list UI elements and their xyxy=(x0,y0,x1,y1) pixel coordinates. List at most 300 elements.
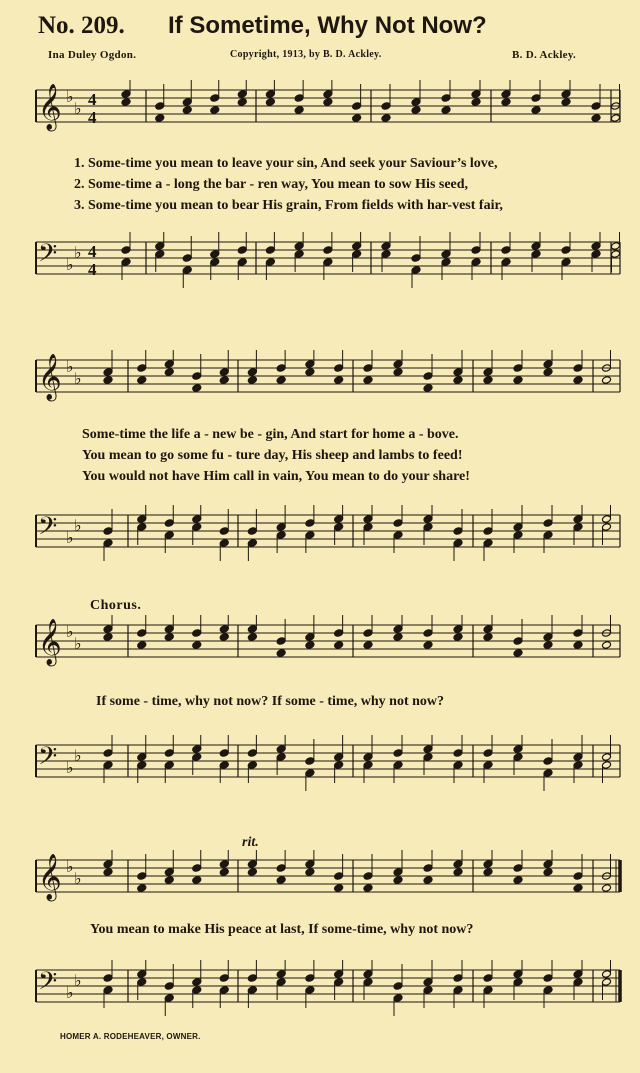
note-head xyxy=(247,368,257,377)
ritardando-mark: rit. xyxy=(242,835,259,850)
note-head xyxy=(611,114,621,123)
note-head xyxy=(483,527,493,536)
note-head xyxy=(219,625,229,634)
note-head xyxy=(103,633,113,642)
flat-icon: ♭ xyxy=(74,634,82,653)
note-head xyxy=(247,633,257,642)
note-head xyxy=(219,376,229,385)
note-head xyxy=(513,364,523,373)
title-row xyxy=(38,12,618,42)
note-head xyxy=(182,98,192,107)
note-head xyxy=(441,258,451,267)
bass-staff-system-2 xyxy=(0,505,640,565)
flat-icon: ♭ xyxy=(74,516,82,535)
note-head xyxy=(453,860,463,869)
note-head xyxy=(441,94,451,103)
note-head xyxy=(543,769,553,778)
note-head xyxy=(276,876,286,885)
note-head xyxy=(334,872,344,881)
treble-clef-icon: 𝄞 xyxy=(38,354,62,400)
note-head xyxy=(573,376,583,385)
note-head xyxy=(393,368,403,377)
note-head xyxy=(453,761,463,770)
flat-icon: ♭ xyxy=(66,357,74,376)
note-head xyxy=(423,629,433,638)
note-head xyxy=(247,749,257,758)
note-head xyxy=(334,884,344,893)
treble-clef-icon: 𝄞 xyxy=(38,619,62,665)
note-head xyxy=(305,641,315,650)
note-head xyxy=(453,986,463,995)
note-head xyxy=(210,250,220,259)
note-head xyxy=(237,98,247,107)
note-head xyxy=(423,515,433,524)
note-head xyxy=(543,974,553,983)
note-head xyxy=(363,523,373,532)
note-head xyxy=(573,641,583,650)
note-head xyxy=(602,978,612,987)
note-head xyxy=(513,523,523,532)
treble-clef-icon: 𝄞 xyxy=(38,854,62,900)
note-head xyxy=(192,523,202,532)
bass-staff-system-4 xyxy=(0,960,640,1022)
note-head xyxy=(363,753,373,762)
chorus-line-1: If some - time, why not now? If some - time, why not now? xyxy=(96,694,445,709)
note-head xyxy=(305,368,315,377)
note-head xyxy=(103,749,113,758)
note-head xyxy=(192,753,202,762)
note-head xyxy=(591,242,601,251)
note-head xyxy=(561,246,571,255)
note-head xyxy=(137,970,147,979)
note-head xyxy=(164,519,174,528)
note-head xyxy=(219,633,229,642)
note-head xyxy=(352,250,362,259)
note-head xyxy=(453,376,463,385)
note-head xyxy=(543,641,553,650)
note-head xyxy=(543,633,553,642)
note-head xyxy=(103,527,113,536)
note-head xyxy=(483,986,493,995)
note-head xyxy=(137,376,147,385)
note-head xyxy=(513,978,523,987)
note-head xyxy=(210,258,220,267)
note-head xyxy=(276,864,286,873)
note-head xyxy=(513,637,523,646)
note-head xyxy=(483,868,493,877)
note-head xyxy=(363,364,373,373)
note-head xyxy=(393,749,403,758)
note-head xyxy=(164,761,174,770)
note-head xyxy=(501,246,511,255)
note-head xyxy=(334,970,344,979)
refrain-line-3: You would not have Him call in vain, You mean to do your share! xyxy=(82,469,470,484)
note-head xyxy=(155,114,165,123)
note-head xyxy=(192,864,202,873)
note-head xyxy=(164,368,174,377)
note-head xyxy=(453,527,463,536)
note-head xyxy=(352,114,362,123)
note-head xyxy=(543,986,553,995)
note-head xyxy=(363,872,373,881)
note-head xyxy=(363,970,373,979)
flat-icon: ♭ xyxy=(74,369,82,388)
note-head xyxy=(483,633,493,642)
note-head xyxy=(265,90,275,99)
note-head xyxy=(103,761,113,770)
note-head xyxy=(423,384,433,393)
note-head xyxy=(363,641,373,650)
time-signature-top: 4 xyxy=(88,242,97,261)
note-head xyxy=(393,531,403,540)
note-head xyxy=(121,246,131,255)
note-head xyxy=(305,360,315,369)
note-head xyxy=(334,523,344,532)
note-head xyxy=(453,633,463,642)
note-head xyxy=(137,629,147,638)
note-head xyxy=(210,106,220,115)
note-head xyxy=(483,539,493,548)
treble-staff-system-1 xyxy=(0,80,640,140)
note-head xyxy=(453,539,463,548)
note-head xyxy=(103,625,113,634)
note-head xyxy=(363,629,373,638)
note-head xyxy=(219,761,229,770)
note-head xyxy=(164,625,174,634)
bass-clef-icon: 𝄢 xyxy=(38,239,58,274)
note-head xyxy=(137,523,147,532)
note-head xyxy=(513,376,523,385)
note-head xyxy=(103,986,113,995)
note-head xyxy=(155,102,165,111)
note-head xyxy=(543,860,553,869)
note-head xyxy=(513,864,523,873)
note-head xyxy=(305,519,315,528)
note-head xyxy=(164,633,174,642)
note-head xyxy=(334,753,344,762)
note-head xyxy=(501,258,511,267)
note-head xyxy=(513,876,523,885)
note-head xyxy=(423,986,433,995)
note-head xyxy=(602,515,612,524)
note-head xyxy=(192,876,202,885)
note-head xyxy=(219,860,229,869)
note-head xyxy=(513,753,523,762)
note-head xyxy=(276,649,286,658)
note-head xyxy=(602,523,612,532)
note-head xyxy=(363,884,373,893)
note-head xyxy=(323,246,333,255)
verses xyxy=(74,153,503,216)
hymn-title: If Sometime, Why Not Now? xyxy=(168,12,487,39)
note-head xyxy=(483,368,493,377)
note-head xyxy=(393,633,403,642)
note-head xyxy=(305,974,315,983)
time-signature-top: 4 xyxy=(88,90,97,109)
flat-icon: ♭ xyxy=(66,622,74,641)
verse-line-3: 3. Some-time you mean to bear His grain, From fields with har-vest fair, xyxy=(74,198,503,213)
flat-icon: ♭ xyxy=(66,758,74,777)
note-head xyxy=(393,868,403,877)
treble-staff-system-3 xyxy=(0,615,640,675)
note-head xyxy=(573,629,583,638)
note-head xyxy=(501,98,511,107)
note-head xyxy=(192,745,202,754)
publisher-footer: HOMER A. RODEHEAVER, OWNER. xyxy=(60,1032,201,1041)
note-head xyxy=(182,266,192,275)
flat-icon: ♭ xyxy=(74,99,82,118)
note-head xyxy=(411,254,421,263)
note-head xyxy=(573,884,583,893)
note-head xyxy=(334,629,344,638)
note-head xyxy=(219,527,229,536)
note-head xyxy=(103,868,113,877)
flat-icon: ♭ xyxy=(66,857,74,876)
note-head xyxy=(210,94,220,103)
note-head xyxy=(471,258,481,267)
note-head xyxy=(247,868,257,877)
note-head xyxy=(323,258,333,267)
note-head xyxy=(137,364,147,373)
flat-icon: ♭ xyxy=(74,746,82,765)
note-head xyxy=(276,970,286,979)
poet-credit: Ina Duley Ogdon. xyxy=(48,49,137,61)
note-head xyxy=(363,978,373,987)
note-head xyxy=(334,364,344,373)
note-head xyxy=(137,515,147,524)
note-head xyxy=(393,519,403,528)
note-head xyxy=(381,114,391,123)
note-head xyxy=(276,364,286,373)
note-head xyxy=(164,876,174,885)
note-head xyxy=(192,986,202,995)
note-head xyxy=(137,753,147,762)
note-head xyxy=(352,242,362,251)
note-head xyxy=(573,753,583,762)
note-head xyxy=(137,641,147,650)
note-head xyxy=(182,254,192,263)
note-head xyxy=(121,90,131,99)
note-head xyxy=(121,98,131,107)
note-head xyxy=(611,250,621,259)
note-head xyxy=(219,539,229,548)
note-head xyxy=(513,970,523,979)
note-head xyxy=(192,978,202,987)
note-head xyxy=(381,250,391,259)
note-head xyxy=(103,368,113,377)
note-head xyxy=(453,625,463,634)
note-head xyxy=(247,539,257,548)
note-head xyxy=(363,515,373,524)
flat-icon: ♭ xyxy=(66,983,74,1002)
note-head xyxy=(483,860,493,869)
time-signature-bottom: 4 xyxy=(88,108,97,127)
note-head xyxy=(276,376,286,385)
note-head xyxy=(247,761,257,770)
note-head xyxy=(276,531,286,540)
note-head xyxy=(219,868,229,877)
note-head xyxy=(103,974,113,983)
bass-clef-icon: 𝄢 xyxy=(38,967,58,1002)
note-head xyxy=(237,90,247,99)
note-head xyxy=(237,258,247,267)
verse-line-2: 2. Some-time a - long the bar - ren way, You mean to sow His seed, xyxy=(74,177,469,192)
note-head xyxy=(423,753,433,762)
note-head xyxy=(294,106,304,115)
bass-staff-system-3 xyxy=(0,735,640,795)
note-head xyxy=(247,974,257,983)
note-head xyxy=(423,876,433,885)
note-head xyxy=(182,106,192,115)
flat-icon: ♭ xyxy=(74,243,82,262)
note-head xyxy=(411,106,421,115)
note-head xyxy=(471,98,481,107)
copyright-notice: Copyright, 1913, by B. D. Ackley. xyxy=(230,49,382,60)
note-head xyxy=(305,757,315,766)
note-head xyxy=(573,523,583,532)
note-head xyxy=(363,376,373,385)
treble-staff-system-4 xyxy=(0,850,640,910)
note-head xyxy=(334,978,344,987)
note-head xyxy=(513,531,523,540)
note-head xyxy=(192,384,202,393)
note-head xyxy=(323,90,333,99)
note-head xyxy=(294,94,304,103)
hymn-number: No. 209. xyxy=(38,12,125,39)
note-head xyxy=(381,242,391,251)
note-head xyxy=(276,637,286,646)
note-head xyxy=(247,376,257,385)
chorus-line-2: You mean to make His peace at last, If some-time, why not now? xyxy=(90,922,474,937)
note-head xyxy=(276,978,286,987)
note-head xyxy=(423,978,433,987)
note-head xyxy=(602,753,612,762)
note-head xyxy=(192,641,202,650)
note-head xyxy=(531,94,541,103)
note-head xyxy=(247,860,257,869)
note-head xyxy=(363,761,373,770)
note-head xyxy=(219,974,229,983)
note-head xyxy=(334,376,344,385)
note-head xyxy=(164,749,174,758)
note-head xyxy=(573,970,583,979)
note-head xyxy=(103,376,113,385)
note-head xyxy=(513,745,523,754)
note-head xyxy=(483,761,493,770)
note-head xyxy=(103,860,113,869)
note-head xyxy=(294,250,304,259)
treble-staff-system-2 xyxy=(0,350,640,410)
note-head xyxy=(164,994,174,1003)
note-head xyxy=(164,360,174,369)
note-head xyxy=(561,258,571,267)
note-head xyxy=(265,246,275,255)
note-head xyxy=(543,757,553,766)
note-head xyxy=(164,982,174,991)
note-head xyxy=(219,368,229,377)
note-head xyxy=(453,868,463,877)
flat-icon: ♭ xyxy=(66,87,74,106)
note-head xyxy=(561,98,571,107)
note-head xyxy=(573,364,583,373)
note-head xyxy=(602,376,612,385)
note-head xyxy=(334,761,344,770)
bass-clef-icon: 𝄢 xyxy=(38,512,58,547)
note-head xyxy=(411,98,421,107)
note-head xyxy=(453,749,463,758)
flat-icon: ♭ xyxy=(66,255,74,274)
note-head xyxy=(573,978,583,987)
flat-icon: ♭ xyxy=(66,528,74,547)
note-head xyxy=(381,102,391,111)
note-head xyxy=(237,246,247,255)
note-head xyxy=(265,258,275,267)
note-head xyxy=(602,761,612,770)
note-head xyxy=(483,625,493,634)
note-head xyxy=(531,242,541,251)
note-head xyxy=(393,761,403,770)
note-head xyxy=(276,753,286,762)
note-head xyxy=(219,749,229,758)
note-head xyxy=(573,872,583,881)
refrain-line-1: Some-time the life a - new be - gin, And start for home a - bove. xyxy=(82,427,459,442)
note-head xyxy=(276,523,286,532)
note-head xyxy=(393,876,403,885)
note-head xyxy=(471,246,481,255)
note-head xyxy=(305,986,315,995)
note-head xyxy=(103,539,113,548)
note-head xyxy=(323,98,333,107)
time-signature-bottom: 4 xyxy=(88,260,97,279)
note-head xyxy=(192,515,202,524)
note-head xyxy=(137,884,147,893)
note-head xyxy=(573,761,583,770)
note-head xyxy=(393,625,403,634)
note-head xyxy=(423,372,433,381)
note-head xyxy=(543,531,553,540)
flat-icon: ♭ xyxy=(74,869,82,888)
note-head xyxy=(393,982,403,991)
note-head xyxy=(294,242,304,251)
composer-credit: B. D. Ackley. xyxy=(512,49,577,61)
refrain-line-2: You mean to go some fu - ture day, His sheep and lambs to feed! xyxy=(82,448,463,463)
note-head xyxy=(137,978,147,987)
note-head xyxy=(543,360,553,369)
note-head xyxy=(423,745,433,754)
note-head xyxy=(591,250,601,259)
note-head xyxy=(423,523,433,532)
note-head xyxy=(352,102,362,111)
note-head xyxy=(305,860,315,869)
note-head xyxy=(265,98,275,107)
note-head xyxy=(276,745,286,754)
note-head xyxy=(453,368,463,377)
treble-clef-icon: 𝄞 xyxy=(38,84,62,130)
note-head xyxy=(441,250,451,259)
note-head xyxy=(247,625,257,634)
note-head xyxy=(411,266,421,275)
note-head xyxy=(611,242,621,251)
note-head xyxy=(543,519,553,528)
flat-icon: ♭ xyxy=(74,971,82,990)
note-head xyxy=(192,372,202,381)
verse-line-1: 1. Some-time you mean to leave your sin, And seek your Saviour’s love, xyxy=(74,156,498,171)
bass-clef-icon: 𝄢 xyxy=(38,742,58,777)
note-head xyxy=(423,641,433,650)
note-head xyxy=(561,90,571,99)
note-head xyxy=(137,761,147,770)
note-head xyxy=(305,531,315,540)
